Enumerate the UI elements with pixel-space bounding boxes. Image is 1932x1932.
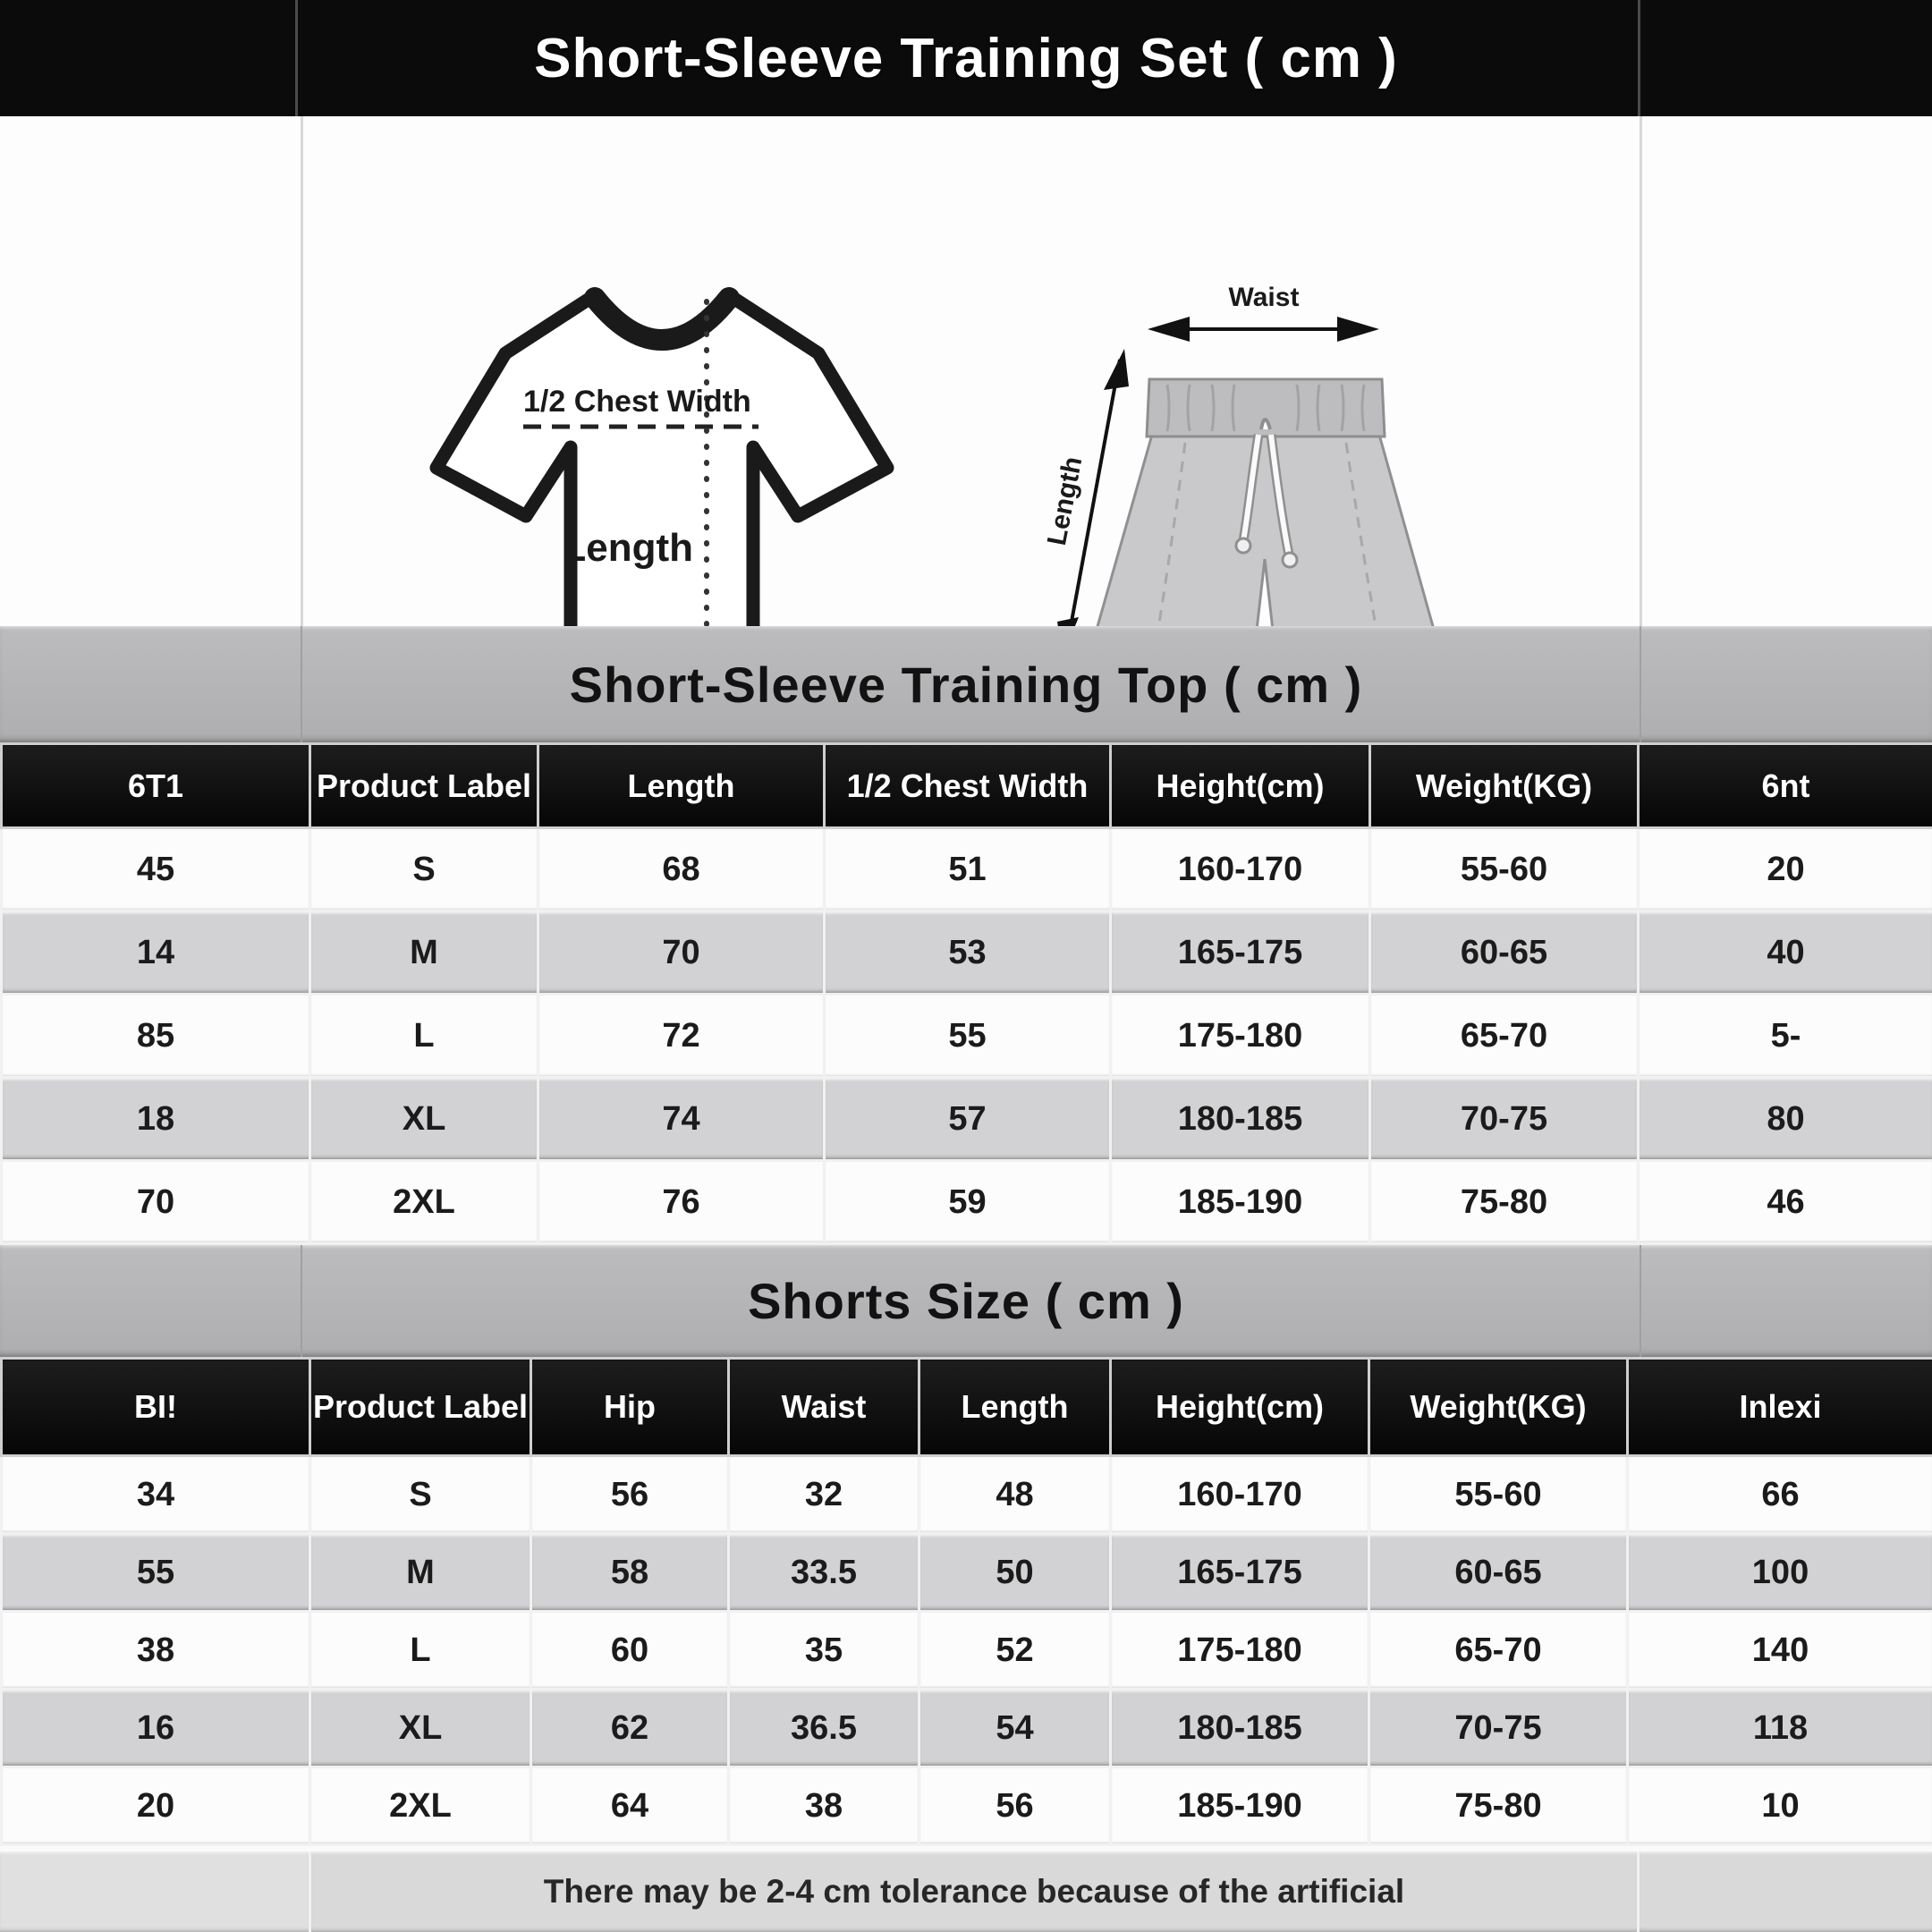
cell-waist: 32 [729, 1456, 919, 1534]
cell: 20 [1639, 828, 1932, 911]
col-header-chest-width: 1/2 Chest Width [825, 744, 1111, 828]
cell: 140 [1628, 1612, 1932, 1690]
shorts-length-label: Length [1041, 453, 1089, 548]
cell: 45 [2, 828, 310, 911]
chest-width-label: 1/2 Chest Width [523, 385, 751, 419]
divider [1638, 0, 1640, 116]
cell-hip: 58 [531, 1534, 729, 1612]
table-row [2, 1690, 1932, 1767]
table-row [2, 1534, 1932, 1612]
cell-height: 165-175 [1111, 1534, 1369, 1612]
cell-size: S [310, 828, 538, 911]
cell-size: L [310, 995, 538, 1078]
col-header: Inlexi [1628, 1359, 1932, 1456]
cell-weight: 65-70 [1370, 995, 1639, 1078]
cell: 38 [2, 1612, 310, 1690]
table-header-row [2, 744, 1932, 828]
cell-chest: 55 [825, 995, 1111, 1078]
cell: 70 [2, 1161, 310, 1244]
cell: 16 [2, 1690, 310, 1767]
cell-weight: 75-80 [1370, 1161, 1639, 1244]
cell: 55 [2, 1534, 310, 1612]
col-header: 6T1 [2, 744, 310, 828]
col-header-height: Height(cm) [1111, 744, 1370, 828]
divider [301, 116, 303, 626]
col-header-hip: Hip [531, 1359, 729, 1456]
cell: 85 [2, 995, 310, 1078]
waist-arrowhead-left [1148, 317, 1190, 342]
divider [1640, 626, 1641, 742]
cell-chest: 51 [825, 828, 1111, 911]
title-band [0, 0, 1932, 116]
shorts-table-banner-title: Shorts Size ( cm ) [748, 1273, 1184, 1329]
cell-length: 74 [538, 1078, 825, 1161]
length-arrowhead-top [1104, 349, 1129, 390]
cell-hip: 56 [531, 1456, 729, 1534]
col-header: BI! [2, 1359, 310, 1456]
cell-weight: 70-75 [1370, 1078, 1639, 1161]
col-header-waist: Waist [729, 1359, 919, 1456]
waist-label: Waist [1228, 283, 1300, 312]
cell-height: 180-185 [1111, 1690, 1369, 1767]
cell-length: 68 [538, 828, 825, 911]
footer-note-cell [311, 1852, 1640, 1932]
cell-weight: 60-65 [1370, 911, 1639, 995]
cell-weight: 75-80 [1369, 1767, 1628, 1845]
cell-waist: 35 [729, 1612, 919, 1690]
divider [295, 0, 298, 116]
cell: 34 [2, 1456, 310, 1534]
tshirt-length-label: Length [562, 526, 693, 570]
cell-size: XL [310, 1690, 531, 1767]
page-title: Short-Sleeve Training Set ( cm ) [534, 27, 1398, 89]
table-header-row [2, 1359, 1932, 1456]
cell-height: 185-190 [1111, 1161, 1370, 1244]
divider [1640, 116, 1642, 626]
cell-height: 165-175 [1111, 911, 1370, 995]
divider [301, 1245, 302, 1357]
cell: 46 [1639, 1161, 1932, 1244]
cell-length: 70 [538, 911, 825, 995]
cell-hip: 62 [531, 1690, 729, 1767]
cell-length: 50 [919, 1534, 1111, 1612]
cell-hip: 60 [531, 1612, 729, 1690]
divider [301, 626, 302, 742]
col-header-weight: Weight(KG) [1370, 744, 1639, 828]
cell-chest: 53 [825, 911, 1111, 995]
cell: 18 [2, 1078, 310, 1161]
cell-size: S [310, 1456, 531, 1534]
cell: 40 [1639, 911, 1932, 995]
cell-weight: 70-75 [1369, 1690, 1628, 1767]
cell-chest: 59 [825, 1161, 1111, 1244]
col-header-height: Height(cm) [1111, 1359, 1369, 1456]
cell-size: XL [310, 1078, 538, 1161]
cell: 100 [1628, 1534, 1932, 1612]
footer-empty-cell [0, 1852, 311, 1932]
table-row [2, 1767, 1932, 1845]
cell: 118 [1628, 1690, 1932, 1767]
cell-length: 54 [919, 1690, 1111, 1767]
cell-size: L [310, 1612, 531, 1690]
cell: 14 [2, 911, 310, 995]
cell-weight: 55-60 [1369, 1456, 1628, 1534]
col-header-length: Length [919, 1359, 1111, 1456]
cell-hip: 64 [531, 1767, 729, 1845]
cell-size: M [310, 1534, 531, 1612]
training-top-size-table [0, 742, 1932, 1245]
cell-length: 76 [538, 1161, 825, 1244]
cell-weight: 65-70 [1369, 1612, 1628, 1690]
col-header: 6nt [1639, 744, 1932, 828]
col-header-length: Length [538, 744, 825, 828]
cell: 10 [1628, 1767, 1932, 1845]
cell-length: 72 [538, 995, 825, 1078]
shorts-size-table [0, 1357, 1932, 1846]
cell-height: 160-170 [1111, 828, 1370, 911]
col-header-weight: Weight(KG) [1369, 1359, 1628, 1456]
cell: 66 [1628, 1456, 1932, 1534]
cell-height: 175-180 [1111, 1612, 1369, 1690]
table-row [2, 1078, 1932, 1161]
top-table-banner-title: Short-Sleeve Training Top ( cm ) [569, 656, 1363, 713]
top-table-banner [0, 626, 1932, 742]
table-row [2, 1612, 1932, 1690]
cell: 5- [1639, 995, 1932, 1078]
cell-height: 175-180 [1111, 995, 1370, 1078]
tolerance-note: There may be 2-4 cm tolerance because of the artificial [543, 1873, 1405, 1910]
cell: 80 [1639, 1078, 1932, 1161]
shorts-table-banner [0, 1245, 1932, 1357]
cell-size: 2XL [310, 1161, 538, 1244]
col-header-product-label: Product Label [310, 1359, 531, 1456]
cell: 20 [2, 1767, 310, 1845]
cell-height: 185-190 [1111, 1767, 1369, 1845]
divider [1640, 1245, 1641, 1357]
cell-height: 180-185 [1111, 1078, 1370, 1161]
table-row [2, 1161, 1932, 1244]
diagram-section [0, 116, 1932, 626]
cell-height: 160-170 [1111, 1456, 1369, 1534]
table-row [2, 911, 1932, 995]
cell-size: 2XL [310, 1767, 531, 1845]
footer-empty-cell [1640, 1852, 1932, 1932]
cell-length: 48 [919, 1456, 1111, 1534]
cell-chest: 57 [825, 1078, 1111, 1161]
footer-row [0, 1846, 1932, 1932]
table-row [2, 995, 1932, 1078]
cell-length: 56 [919, 1767, 1111, 1845]
table-row [2, 828, 1932, 911]
cell-waist: 38 [729, 1767, 919, 1845]
cell-weight: 55-60 [1370, 828, 1639, 911]
cell-weight: 60-65 [1369, 1534, 1628, 1612]
cell-waist: 33.5 [729, 1534, 919, 1612]
tshirt-outline [436, 295, 887, 674]
cell-size: M [310, 911, 538, 995]
col-header-product-label: Product Label [310, 744, 538, 828]
cell-length: 52 [919, 1612, 1111, 1690]
waist-arrowhead-right [1337, 317, 1379, 342]
table-row [2, 1456, 1932, 1534]
cell-waist: 36.5 [729, 1690, 919, 1767]
